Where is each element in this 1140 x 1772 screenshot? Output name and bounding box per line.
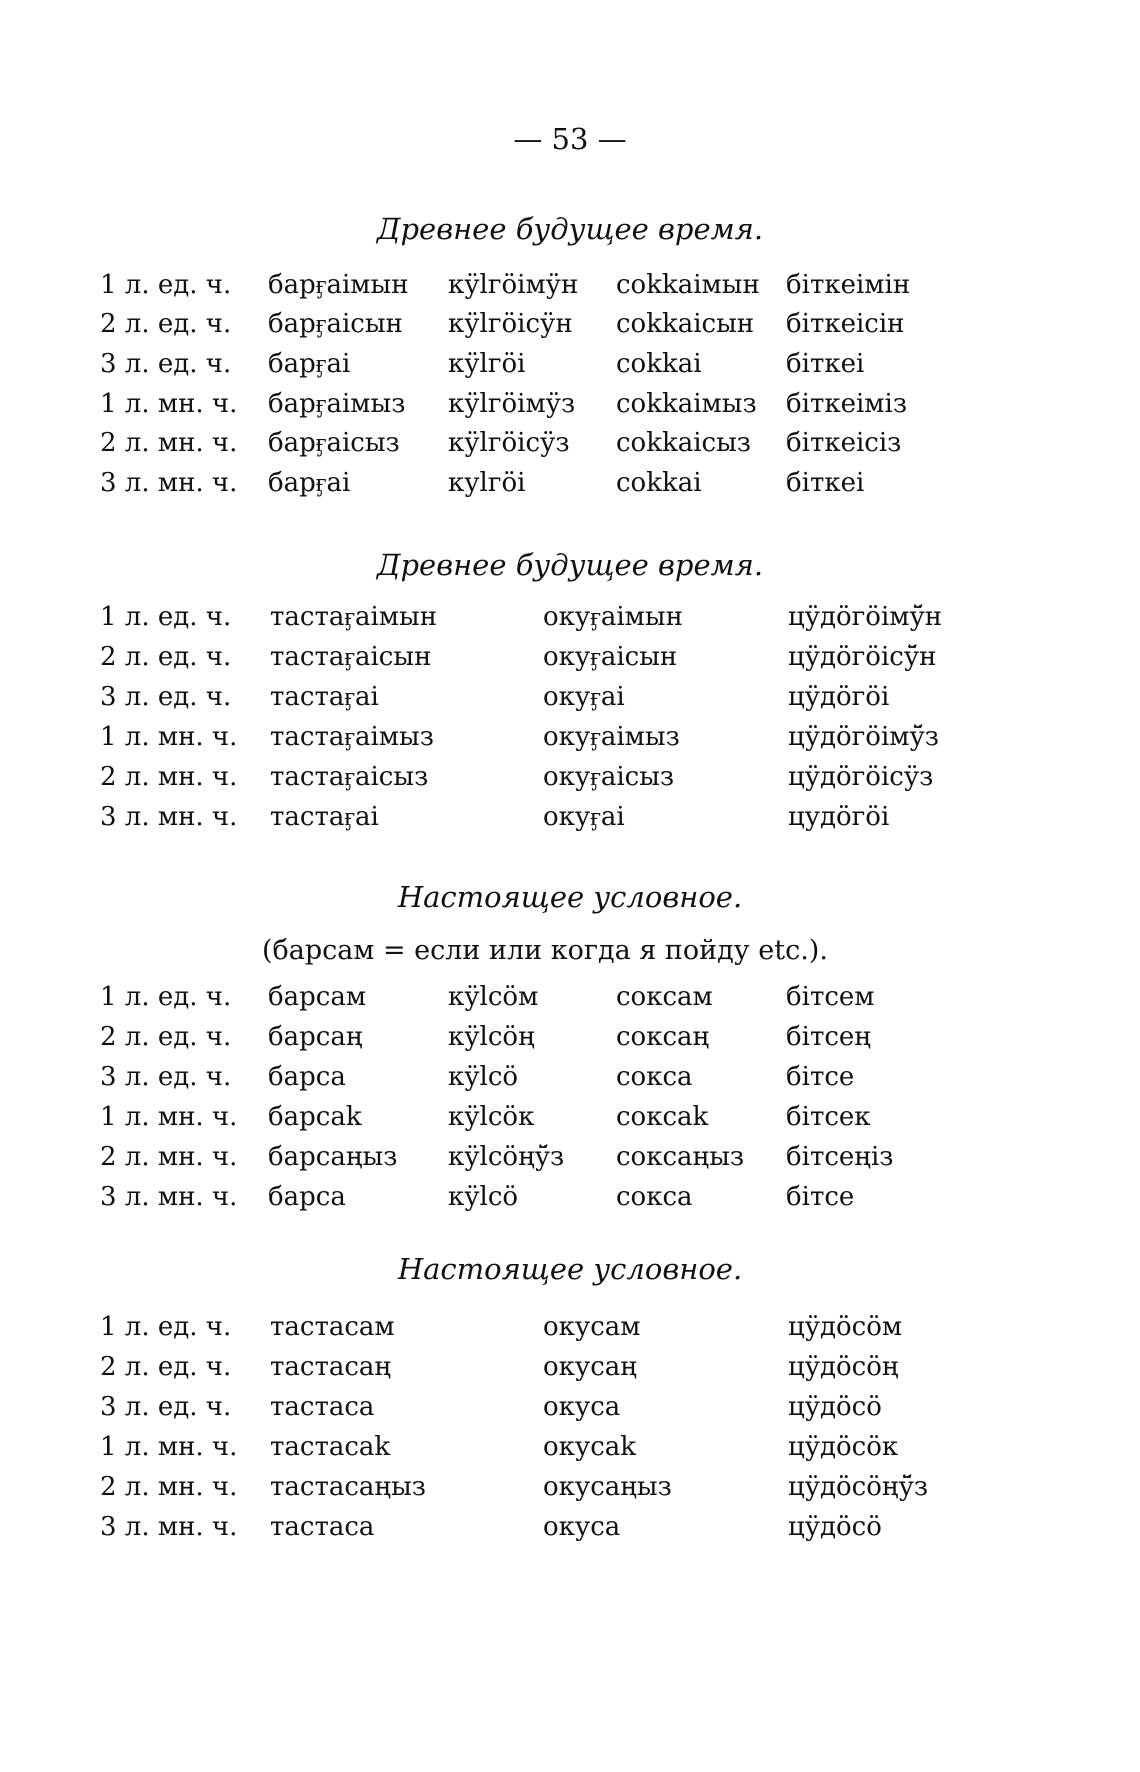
verb-form: окуӻаімын <box>543 602 683 632</box>
verb-form: окусаң <box>543 1352 637 1382</box>
person-label: 2 л. ед. ч. <box>100 1022 232 1052</box>
verb-form: окуӻаісын <box>543 642 678 672</box>
table-row <box>0 682 1140 718</box>
table-row <box>0 389 1140 425</box>
verb-form: тастаӻаімын <box>270 602 438 632</box>
verb-form: барӻаімыз <box>268 389 406 419</box>
verb-form: біткеі <box>786 468 865 498</box>
verb-form: тастасаң <box>270 1352 392 1382</box>
table-row <box>0 468 1140 504</box>
verb-form: соксаңыз <box>616 1142 745 1172</box>
table-row <box>0 602 1140 638</box>
verb-form: тастаса <box>270 1512 375 1542</box>
person-label: 2 л. ед. ч. <box>100 309 232 339</box>
table-row <box>0 1432 1140 1468</box>
verb-form: тастаӻаісын <box>270 642 432 672</box>
verb-form: барса <box>268 1182 346 1212</box>
verb-form: окуӻаімыз <box>543 722 680 752</box>
verb-form: бітсеңіз <box>786 1142 894 1172</box>
verb-form: окусаk <box>543 1432 637 1462</box>
person-label: 3 л. мн. ч. <box>100 1512 238 1542</box>
verb-form: цӱдöгöі <box>788 682 890 712</box>
verb-form: барсаk <box>268 1102 362 1132</box>
verb-form: куlгöі <box>448 468 526 498</box>
verb-form: тастаӻаі <box>270 682 379 712</box>
person-label: 1 л. ед. ч. <box>100 602 232 632</box>
verb-form: бітсе <box>786 1062 855 1092</box>
table-row <box>0 1392 1140 1428</box>
person-label: 3 л. мн. ч. <box>100 468 238 498</box>
person-label: 1 л. мн. ч. <box>100 1102 238 1132</box>
person-label: 2 л. мн. ч. <box>100 1142 238 1172</box>
table-row <box>0 309 1140 345</box>
verb-form: бітсең <box>786 1022 871 1052</box>
section-heading: Настоящее условное. <box>397 880 743 914</box>
person-label: 1 л. мн. ч. <box>100 722 238 752</box>
verb-form: тастаӻаісыз <box>270 762 429 792</box>
verb-form: барсам <box>268 982 367 1012</box>
table-row <box>0 349 1140 385</box>
verb-form: цудöгöі <box>788 802 890 832</box>
verb-form: барӻаімын <box>268 270 409 300</box>
verb-form: бітсе <box>786 1182 855 1212</box>
section-heading: Древнее будущее время. <box>376 548 764 582</box>
verb-form: цӱдöгöімӱ̆з <box>788 722 939 752</box>
verb-form: тастасаңыз <box>270 1472 426 1502</box>
verb-form: сокса <box>616 1062 693 1092</box>
person-label: 3 л. ед. ч. <box>100 682 232 712</box>
verb-form: цӱдöгöімӱ̆н <box>788 602 943 632</box>
section-heading: Древнее будущее время. <box>376 212 764 246</box>
verb-form: кӱlсöм <box>448 982 539 1012</box>
verb-form: тастаса <box>270 1392 375 1422</box>
table-row <box>0 722 1140 758</box>
person-label: 1 л. ед. ч. <box>100 1312 232 1342</box>
verb-form: біткеісін <box>786 309 905 339</box>
section-heading: Настоящее условное. <box>397 1252 743 1286</box>
verb-form: окуса <box>543 1512 621 1542</box>
table-row <box>0 270 1140 306</box>
verb-form: цӱдöсöм <box>788 1312 903 1342</box>
verb-form: кӱlгöі <box>448 349 526 379</box>
person-label: 3 л. ед. ч. <box>100 349 232 379</box>
person-label: 2 л. ед. ч. <box>100 1352 232 1382</box>
verb-form: тастасаk <box>270 1432 391 1462</box>
table-row <box>0 1022 1140 1058</box>
verb-form: соkkai <box>616 468 702 498</box>
verb-form: соkkai <box>616 349 702 379</box>
verb-form: барӻаі <box>268 349 351 379</box>
table-row <box>0 1182 1140 1218</box>
verb-form: барӻаісын <box>268 309 403 339</box>
person-label: 3 л. мн. ч. <box>100 1182 238 1212</box>
verb-form: цӱдöсöңӱ̆з <box>788 1472 929 1502</box>
page-number: — 53 — <box>513 122 627 156</box>
person-label: 1 л. ед. ч. <box>100 982 232 1012</box>
verb-form: кӱlсö <box>448 1062 519 1092</box>
verb-form: кӱlгöімӱз <box>448 389 576 419</box>
person-label: 2 л. мн. ч. <box>100 1472 238 1502</box>
verb-form: соkkaiмыз <box>616 389 757 419</box>
verb-form: бітсем <box>786 982 875 1012</box>
verb-form: кӱlгöісӱн <box>448 309 573 339</box>
table-row <box>0 1312 1140 1348</box>
person-label: 1 л. ед. ч. <box>100 270 232 300</box>
section-note: (барсам = если или когда я пойду etc.). <box>262 935 828 966</box>
verb-form: кӱlсöңӱ̆з <box>448 1142 565 1172</box>
verb-form: соксаң <box>616 1022 710 1052</box>
verb-form: барӻаі <box>268 468 351 498</box>
verb-form: цӱдöгöісӱ̆н <box>788 642 937 672</box>
person-label: 2 л. ед. ч. <box>100 642 232 672</box>
verb-form: біткеіміз <box>786 389 908 419</box>
person-label: 3 л. ед. ч. <box>100 1062 232 1092</box>
verb-form: окусаңыз <box>543 1472 672 1502</box>
verb-form: окуӻаі <box>543 802 625 832</box>
table-row <box>0 1512 1140 1548</box>
person-label: 1 л. мн. ч. <box>100 1432 238 1462</box>
table-row <box>0 762 1140 798</box>
table-row <box>0 1142 1140 1178</box>
verb-form: окуса <box>543 1392 621 1422</box>
verb-form: сокса <box>616 1182 693 1212</box>
verb-form: тастаӻаі <box>270 802 379 832</box>
table-row <box>0 1472 1140 1508</box>
verb-form: барӻаісыз <box>268 428 400 458</box>
verb-form: кӱlсöң <box>448 1022 535 1052</box>
verb-form: соксам <box>616 982 713 1012</box>
person-label: 2 л. мн. ч. <box>100 762 238 792</box>
verb-form: цӱдöсö <box>788 1512 882 1542</box>
verb-form: окуӻаі <box>543 682 625 712</box>
table-row <box>0 1102 1140 1138</box>
verb-form: окуӻаісыз <box>543 762 675 792</box>
verb-form: цӱдöгöісӱз <box>788 762 934 792</box>
verb-form: барсаңыз <box>268 1142 398 1172</box>
table-row <box>0 1062 1140 1098</box>
person-label: 3 л. мн. ч. <box>100 802 238 832</box>
verb-form: соксаk <box>616 1102 709 1132</box>
table-row <box>0 982 1140 1018</box>
verb-form: соkkaiсыз <box>616 428 751 458</box>
verb-form: біткеі <box>786 349 865 379</box>
verb-form: кӱlгöісӱз <box>448 428 570 458</box>
table-row <box>0 802 1140 838</box>
table-row <box>0 428 1140 464</box>
table-row <box>0 1352 1140 1388</box>
verb-form: окусам <box>543 1312 641 1342</box>
verb-form: кӱlсö <box>448 1182 519 1212</box>
verb-form: кӱlгöімӱн <box>448 270 579 300</box>
verb-form: барса <box>268 1062 346 1092</box>
verb-form: кӱlсöк <box>448 1102 535 1132</box>
verb-form: цӱдöсö <box>788 1392 882 1422</box>
person-label: 3 л. ед. ч. <box>100 1392 232 1422</box>
verb-form: соkkaiмын <box>616 270 760 300</box>
verb-form: тастаӻаімыз <box>270 722 434 752</box>
table-row <box>0 642 1140 678</box>
verb-form: біткеісіз <box>786 428 902 458</box>
verb-form: тастасам <box>270 1312 395 1342</box>
verb-form: бітсек <box>786 1102 871 1132</box>
verb-form: цӱдöсöк <box>788 1432 899 1462</box>
verb-form: барсаң <box>268 1022 363 1052</box>
person-label: 1 л. мн. ч. <box>100 389 238 419</box>
verb-form: соkkaiсын <box>616 309 755 339</box>
verb-form: біткеімін <box>786 270 911 300</box>
person-label: 2 л. мн. ч. <box>100 428 238 458</box>
verb-form: цӱдöсöң <box>788 1352 899 1382</box>
